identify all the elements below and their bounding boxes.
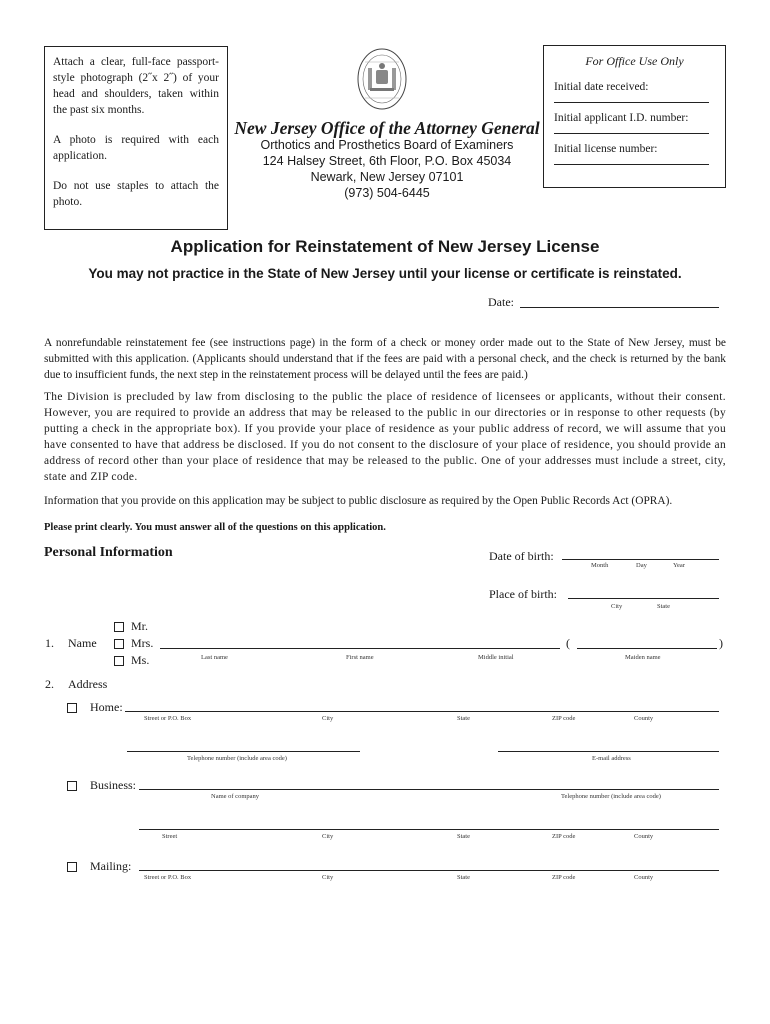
mail-street-caption: Street or P.O. Box	[144, 874, 192, 881]
office-field-label: Initial date received:	[554, 81, 649, 93]
biz-city-caption: City	[322, 833, 334, 840]
street-address: 124 Halsey Street, 6th Floor, P.O. Box 45034	[262, 154, 512, 168]
privacy-paragraph: The Division is precluded by law from disclosing to the public the place of residence of licensees or applicants, without their consent. However, you are required to provide an address that may be released to the public in our directories or in response to other requests (by putting a check in the appropriate box). If you provide your place of residence as your public address of record, we will assume that you have consented to have that address be disclosed. If you do not consent to the disclosure of your place of residence, you should provide an address of record other than your place of residence that may be released to the public. One of your addresses must include a street, city, state and ZIP code.	[44, 391, 726, 483]
agency-phone: (973) 504-6445	[344, 186, 430, 200]
item-2-number: 2.	[45, 677, 54, 691]
home-phone-caption: Telephone number (include area code)	[187, 755, 287, 762]
dob-year-caption: Year	[673, 562, 685, 569]
mail-zip-caption: ZIP code	[552, 874, 576, 881]
office-field-line	[554, 164, 709, 165]
home-county-caption: County	[634, 715, 654, 722]
nj-state-seal-icon	[357, 48, 407, 110]
mail-state-caption: State	[457, 874, 470, 881]
business-company-field[interactable]	[139, 789, 719, 790]
first-name-caption: First name	[346, 654, 374, 661]
middle-initial-caption: Middle initial	[478, 654, 514, 661]
office-field-date-received	[554, 81, 715, 112]
title-ms-label: Ms.	[131, 653, 150, 667]
photo-instruction-3: Do not use staples to attach the photo.	[53, 180, 219, 208]
form-title: Application for Reinstatement of New Jersey License	[170, 237, 600, 256]
maiden-paren-close: )	[719, 636, 723, 650]
maiden-paren-open: (	[566, 636, 570, 650]
address-label: Address	[68, 677, 108, 691]
home-phone-field[interactable]	[127, 751, 360, 752]
photo-instruction-1: Attach a clear, full-face passport-style photograph (2˝x 2˝) of your head and shoulders, taken within the past six months.	[53, 56, 219, 116]
biz-street-caption: Street	[162, 833, 178, 840]
home-state-caption: State	[457, 715, 470, 722]
business-phone-caption: Telephone number (include area code)	[561, 793, 661, 800]
last-name-caption: Last name	[201, 654, 228, 661]
maiden-name-caption: Maiden name	[625, 654, 661, 661]
date-label: Date:	[488, 295, 514, 309]
opra-paragraph: Information that you provide on this application may be subject to public disclosure as required by the Open Public Records Act (OPRA).	[44, 495, 673, 507]
biz-zip-caption: ZIP code	[552, 833, 576, 840]
pob-field[interactable]	[568, 598, 719, 599]
office-field-line	[554, 102, 709, 103]
date-field[interactable]	[520, 307, 719, 308]
maiden-name-field[interactable]	[577, 648, 717, 649]
home-label: Home:	[90, 700, 123, 714]
biz-state-caption: State	[457, 833, 470, 840]
title-mrs-label: Mrs.	[131, 636, 154, 650]
pob-state-caption: State	[657, 603, 670, 610]
print-clearly-instructions: Please print clearly. You must answer all of the questions on this application.	[44, 522, 386, 533]
home-city-caption: City	[322, 715, 334, 722]
item-1-number: 1.	[45, 636, 54, 650]
agency-title: New Jersey Office of the Attorney General	[234, 118, 540, 138]
dob-day-caption: Day	[636, 562, 647, 569]
dob-field[interactable]	[562, 559, 719, 560]
office-field-label: Initial license number:	[554, 143, 658, 155]
office-use-title: For Office Use Only	[585, 54, 684, 68]
name-field[interactable]	[160, 648, 560, 649]
city-address: Newark, New Jersey 07101	[310, 170, 464, 184]
board-name: Orthotics and Prosthetics Board of Examiners	[260, 138, 514, 152]
name-label: Name	[68, 636, 97, 650]
email-caption: E-mail address	[592, 755, 631, 762]
business-label: Business:	[90, 778, 137, 792]
dob-label: Date of birth:	[489, 549, 554, 563]
pob-label: Place of birth:	[489, 587, 557, 601]
business-address-checkbox[interactable]	[67, 781, 77, 791]
mailing-address-checkbox[interactable]	[67, 862, 77, 872]
office-use-box	[543, 45, 726, 188]
home-address-field[interactable]	[125, 711, 719, 712]
business-address-field[interactable]	[139, 829, 719, 830]
office-field-line	[554, 133, 709, 134]
home-address-checkbox[interactable]	[67, 703, 77, 713]
email-field[interactable]	[498, 751, 719, 752]
form-subtitle: You may not practice in the State of New Jersey until your license or certificate is reinstated.	[88, 266, 682, 281]
mail-county-caption: County	[634, 874, 654, 881]
dob-month-caption: Month	[591, 562, 609, 569]
personal-information-heading: Personal Information	[44, 545, 173, 560]
office-field-label: Initial applicant I.D. number:	[554, 112, 689, 124]
title-mr-label: Mr.	[131, 619, 149, 633]
agency-address-block	[232, 137, 542, 201]
biz-county-caption: County	[634, 833, 654, 840]
photo-instructions-box	[44, 46, 228, 230]
office-field-license-number	[554, 143, 715, 174]
photo-instruction-2: A photo is required with each application.	[53, 134, 219, 162]
home-street-caption: Street or P.O. Box	[144, 715, 192, 722]
pob-city-caption: City	[611, 603, 623, 610]
mailing-address-field[interactable]	[139, 870, 719, 871]
title-mrs-checkbox[interactable]	[114, 639, 124, 649]
mail-city-caption: City	[322, 874, 334, 881]
title-ms-checkbox[interactable]	[114, 656, 124, 666]
home-zip-caption: ZIP code	[552, 715, 576, 722]
mailing-label: Mailing:	[90, 859, 132, 873]
office-field-applicant-id	[554, 112, 715, 143]
company-caption: Name of company	[211, 793, 260, 800]
title-mr-checkbox[interactable]	[114, 622, 124, 632]
fee-paragraph: A nonrefundable reinstatement fee (see instructions page) in the form of a check or money order made out to the State of New Jersey, must be submitted with this application. (Applicants should understand that if the fees are paid with a personal check, and the check is returned by the bank due to insufficient funds, the next step in the reinstatement process will be delayed until the fees are paid.)	[44, 337, 726, 381]
